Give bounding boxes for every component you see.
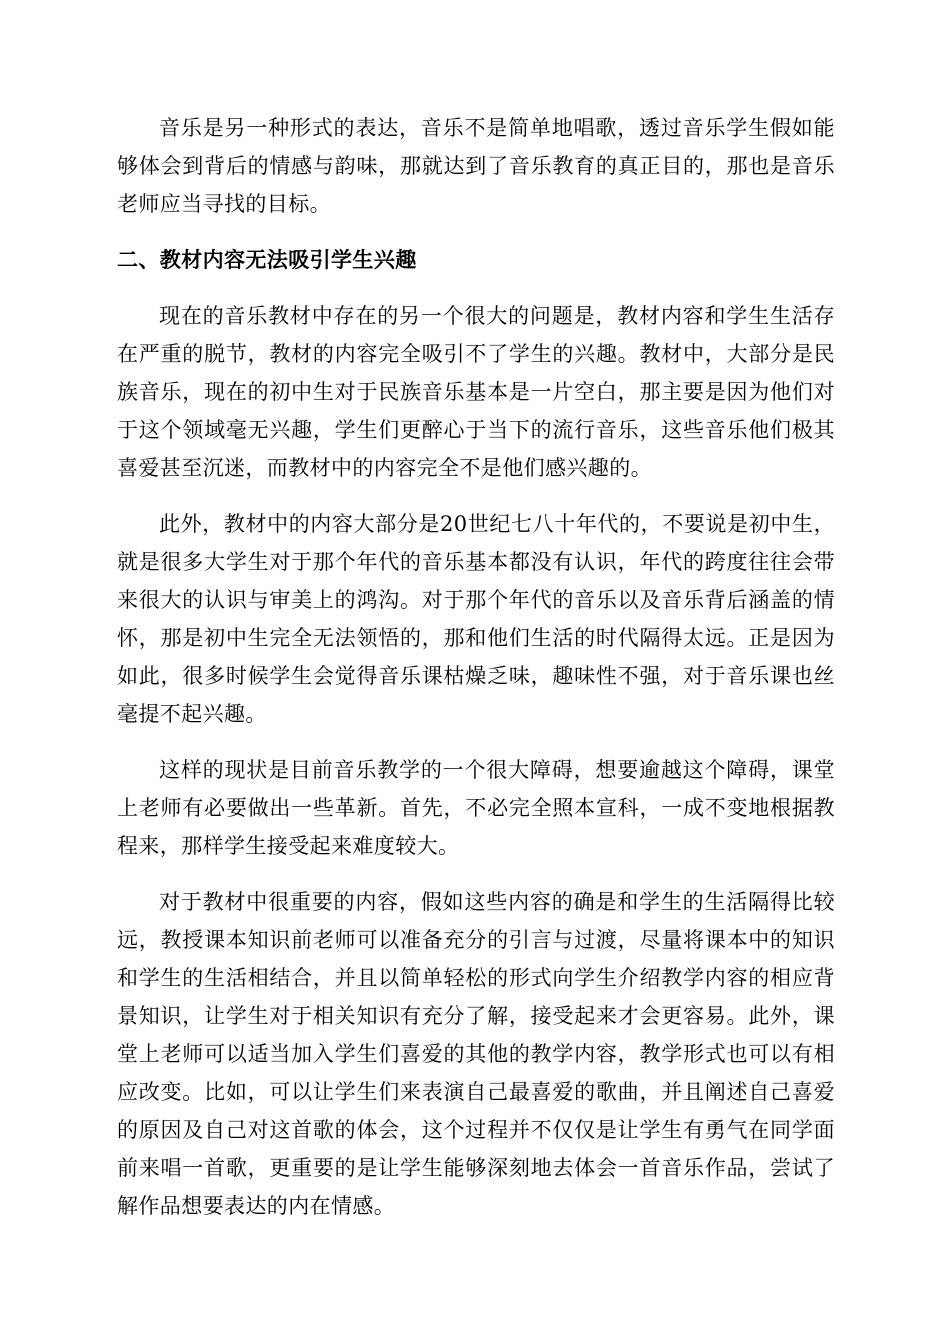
section-heading: 二、教材内容无法吸引学生兴趣 <box>117 248 417 272</box>
paragraph-textbook-problem: 现在的音乐教材中存在的另一个很大的问题是，教材内容和学生生活存在严重的脱节，教材的内容完全吸引不了学生的兴趣。教材中，大部分是民族音乐，现在的初中生对于民族音乐基本是一片空白，那主要是因为他们对于这个领域毫无兴趣，学生们更醉心于当下的流行音乐，这些音乐他们极其喜爱甚至沉迷，而教材中的内容完全不是他们感兴趣的。 <box>117 304 835 480</box>
paragraph-era-gap: 此外，教材中的内容大部分是20世纪七八十年代的，不要说是初中生，就是很多大学生对于那个年代的音乐基本都没有认识，年代的跨度往往会带来很大的认识与审美上的鸿沟。对于那个年代的音乐以及音乐背后涵盖的情怀，那是初中生完全无法领悟的，那和他们生活的时代隔得太远。正是因为如此，很多时候学生会觉得音乐课枯燥乏味，趣味性不强，对于音乐课也丝毫提不起兴趣。 <box>117 512 835 726</box>
document-page <box>117 109 835 1243</box>
paragraph-current-obstacle: 这样的现状是目前音乐教学的一个很大障碍，想要逾越这个障碍，课堂上老师有必要做出一些革新。首先，不必完全照本宣科，一成不变地根据教程来，那样学生接受起来难度较大。 <box>117 758 835 858</box>
paragraph-teaching-suggestion: 对于教材中很重要的内容，假如这些内容的确是和学生的生活隔得比较远，教授课本知识前老师可以准备充分的引言与过渡，尽量将课本中的知识和学生的生活相结合，并且以简单轻松的形式向学生介绍教学内容的相应背景知识，让学生对于相关知识有充分了解，接受起来才会更容易。此外，课堂上老师可以适当加入学生们喜爱的其他的教学内容，教学形式也可以有相应改变。比如，可以让学生们来表演自己最喜爱的歌曲，并且阐述自己喜爱的原因及自己对这首歌的体会，这个过程并不仅仅是让学生有勇气在同学面前来唱一首歌，更重要的是让学生能够深刻地去体会一首音乐作品，尝试了解作品想要表达的内在情感。 <box>117 890 835 1218</box>
paragraph-intro: 音乐是另一种形式的表达，音乐不是简单地唱歌，透过音乐学生假如能够体会到背后的情感与韵味，那就达到了音乐教育的真正目的，那也是音乐老师应当寻找的目标。 <box>117 116 835 216</box>
